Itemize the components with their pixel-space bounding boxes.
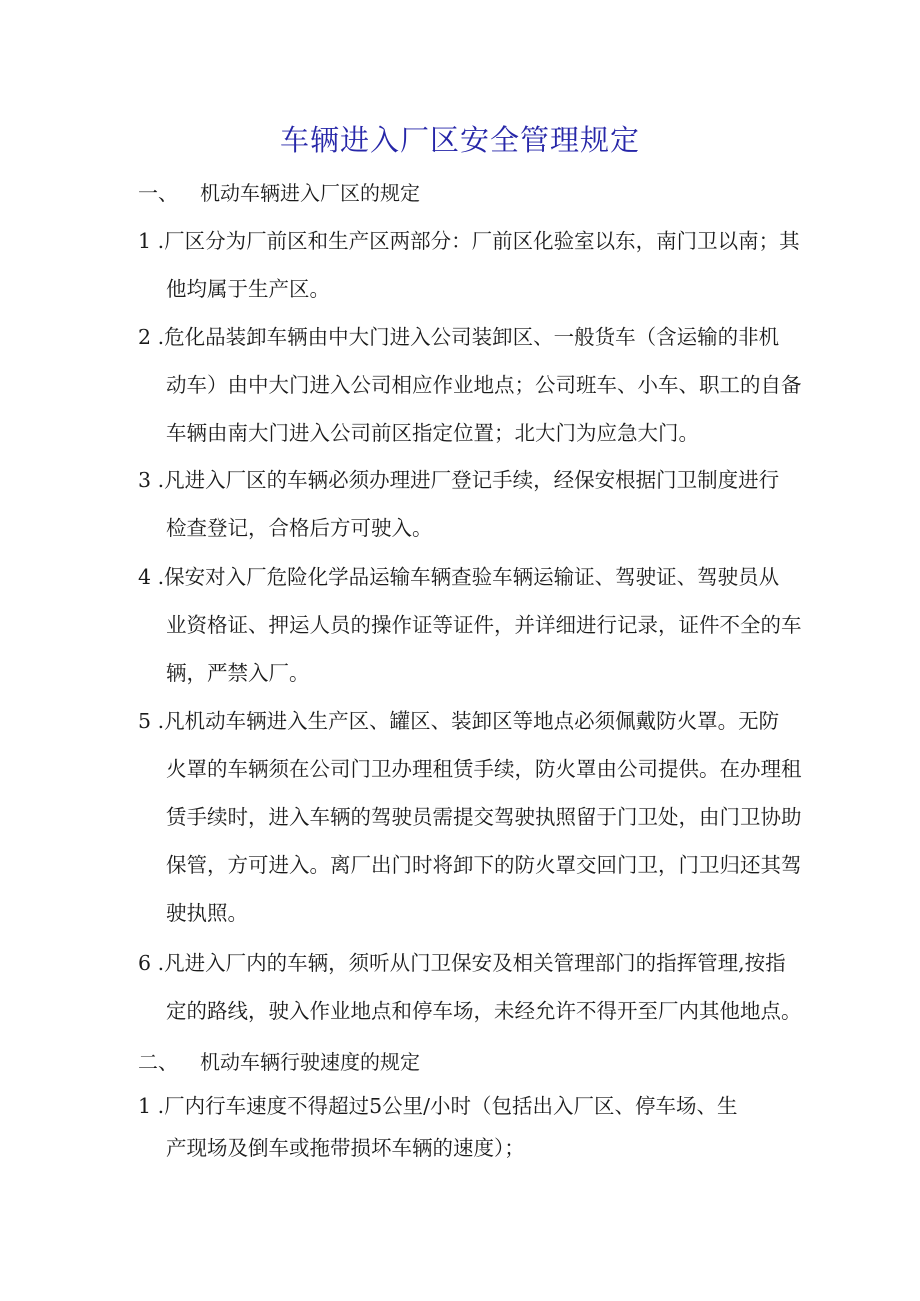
item-text-line: 定的路线，驶入作业地点和停车场，未经允许不得开至厂内其他地点。	[166, 999, 802, 1023]
page-title: 车辆进入厂区安全管理规定	[279, 123, 640, 157]
section-title: 机动车辆行驶速度的规定	[200, 1050, 420, 1074]
item-text-line: 凡机动车辆进入生产区、罐区、装卸区等地点必须佩戴防火罩。无防	[164, 709, 780, 733]
item-text-line: 检查登记，合格后方可驶入。	[166, 516, 433, 540]
item-first-line: 1 .厂区分为厂前区和生产区两部分：厂前区化验室以东，南门卫以南；其	[138, 229, 800, 253]
section-heading	[138, 177, 420, 206]
item-text-line: 厂区分为厂前区和生产区两部分：厂前区化验室以东，南门卫以南；其	[164, 229, 800, 253]
item-number: 3	[138, 468, 152, 492]
item-text-line: 他均属于生产区。	[166, 277, 330, 301]
section-number: 二、	[138, 1050, 178, 1074]
item-text-line: 产现场及倒车或拖带损坏车辆的速度）；	[166, 1136, 525, 1160]
item-text-line: 厂内行车速度不得超过5公里/小时（包括出入厂区、停车场、生	[164, 1094, 738, 1118]
item-number: 1	[138, 229, 152, 253]
item-first-line: 2 .危化品装卸车辆由中大门进入公司装卸区、一般货车（含运输的非机	[138, 325, 780, 349]
section-title: 机动车辆进入厂区的规定	[200, 181, 420, 205]
item-number: 6	[138, 951, 152, 975]
item-text-line: 驶执照。	[166, 901, 248, 925]
item-text-line: 赁手续时，进入车辆的驾驶员需提交驾驶执照留于门卫处，由门卫协助	[166, 805, 802, 829]
item-text-line: 车辆由南大门进入公司前区指定位置；北大门为应急大门。	[166, 421, 699, 445]
item-text-line: 保安对入厂危险化学品运输车辆查验车辆运输证、驾驶证、驾驶员从	[164, 565, 780, 589]
section-number: 一、	[138, 181, 178, 205]
item-text-line: 危化品装卸车辆由中大门进入公司装卸区、一般货车（含运输的非机	[164, 325, 780, 349]
item-number: 1	[138, 1094, 152, 1118]
item-text-line: 动车）由中大门进入公司相应作业地点；公司班车、小车、职工的自备	[166, 373, 802, 397]
item-text-line: 凡进入厂内的车辆，须听从门卫保安及相关管理部门的指挥管理,按指	[164, 951, 786, 975]
item-first-line: 3 .凡进入厂区的车辆必须办理进厂登记手续，经保安根据门卫制度进行	[138, 468, 780, 492]
item-number: 5	[138, 709, 152, 733]
item-text-line: 业资格证、押运人员的操作证等证件，并详细进行记录，证件不全的车	[166, 613, 802, 637]
item-first-line: 5 .凡机动车辆进入生产区、罐区、装卸区等地点必须佩戴防火罩。无防	[138, 709, 780, 733]
item-first-line: 6 .凡进入厂内的车辆，须听从门卫保安及相关管理部门的指挥管理,按指	[138, 951, 786, 975]
item-text-line: 火罩的车辆须在公司门卫办理租赁手续，防火罩由公司提供。在办理租	[166, 757, 802, 781]
item-first-line: 1 .厂内行车速度不得超过5公里/小时（包括出入厂区、停车场、生	[138, 1094, 738, 1118]
item-number: 4	[138, 565, 152, 589]
item-number: 2	[138, 325, 152, 349]
item-text-line: 凡进入厂区的车辆必须办理进厂登记手续，经保安根据门卫制度进行	[164, 468, 780, 492]
item-text-line: 保管，方可进入。离厂出门时将卸下的防火罩交回门卫，门卫归还其驾	[166, 853, 802, 877]
item-first-line: 4 .保安对入厂危险化学品运输车辆查验车辆运输证、驾驶证、驾驶员从	[138, 565, 780, 589]
section-heading	[138, 1046, 420, 1075]
item-text-line: 辆，严禁入厂。	[166, 661, 310, 685]
